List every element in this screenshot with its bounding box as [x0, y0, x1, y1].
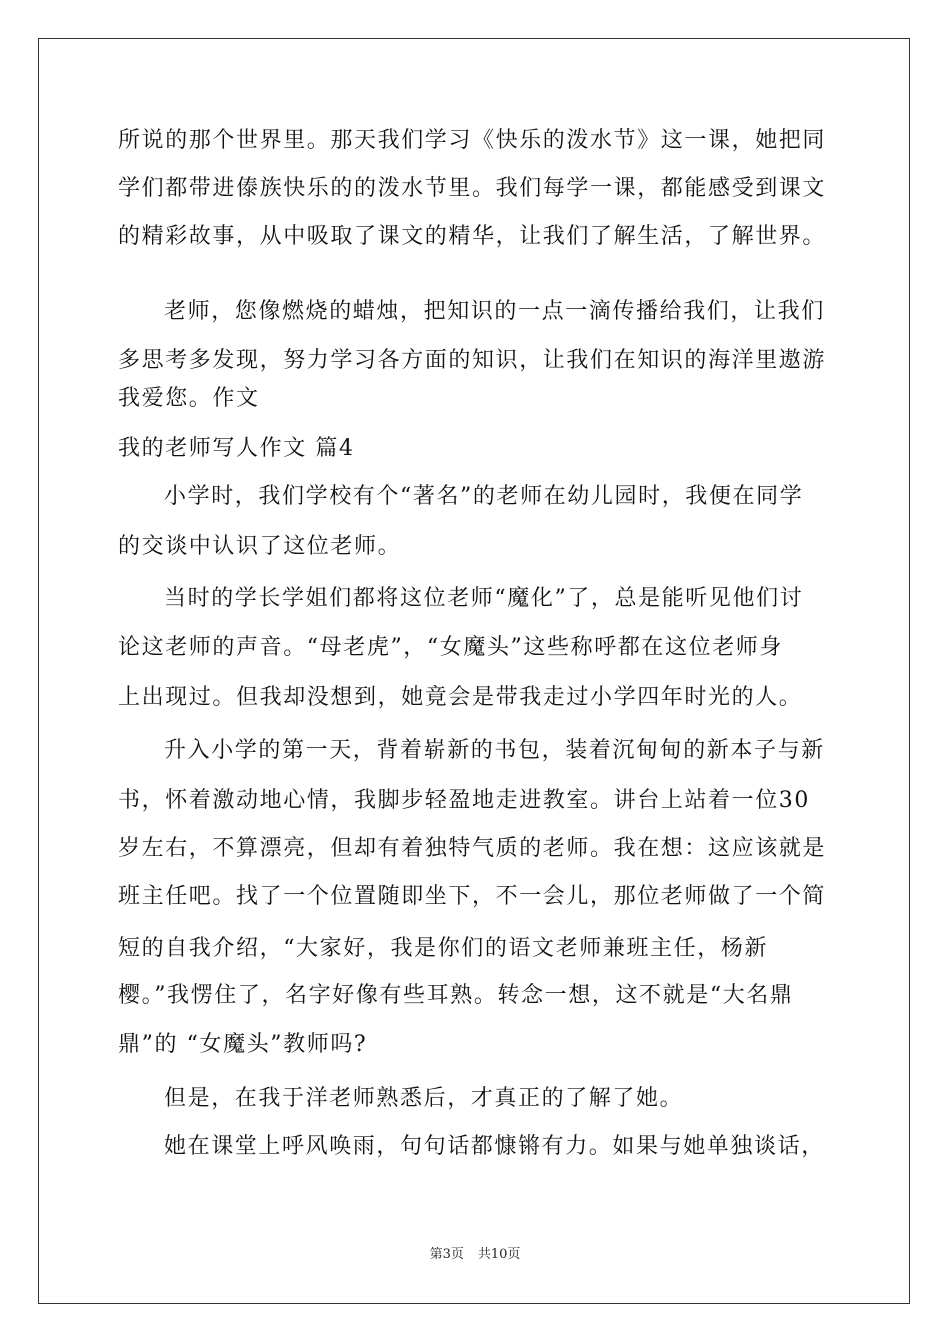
text-line: 我爱您。作文 — [118, 386, 260, 411]
text-line: 班主任吧。找了一个位置随即坐下，不一会儿，那位老师做了一个简 — [118, 884, 827, 909]
page-total: 共10页 — [477, 1247, 521, 1262]
text-line: 岁左右，不算漂亮，但却有着独特气质的老师。我在想：这应该就是 — [118, 836, 827, 861]
text-line: 但是，在我于洋老师熟悉后，才真正的了解了她。 — [164, 1086, 684, 1111]
page-number: 第3页 — [429, 1247, 464, 1262]
text-line: 的精彩故事，从中吸取了课文的精华，让我们了解生活，了解世界。 — [118, 224, 827, 249]
text-line: 升入小学的第一天，背着崭新的书包，装着沉甸甸的新本子与新 — [164, 738, 825, 763]
page-footer — [0, 1247, 950, 1263]
text-line: 的交谈中认识了这位老师。 — [118, 534, 402, 559]
text-line: 论这老师的声音。“母老虎”，“女魔头”这些称呼都在这位老师身 — [118, 635, 783, 660]
section-heading: 我的老师写人作文 篇4 — [118, 436, 355, 461]
text-line: 上出现过。但我却没想到，她竟会是带我走过小学四年时光的人。 — [118, 685, 803, 710]
text-line: 她在课堂上呼风唤雨，句句话都慷锵有力。如果与她单独谈话， — [164, 1134, 825, 1159]
text-line: 鼎”的 “女魔头”教师吗? — [118, 1032, 368, 1057]
text-line: 樱。”我愣住了，名字好像有些耳熟。转念一想，这不就是“大名鼎 — [118, 983, 794, 1008]
text-line: 当时的学长学姐们都将这位老师“魔化”了，总是能听见他们讨 — [164, 586, 804, 611]
text-line: 所说的那个世界里。那天我们学习《快乐的泼水节》这一课，她把同 — [118, 128, 827, 153]
text-line: 老师，您像燃烧的蜡烛，把知识的一点一滴传播给我们，让我们 — [164, 299, 825, 324]
text-line: 多思考多发现，努力学习各方面的知识，让我们在知识的海洋里遨游 — [118, 348, 827, 373]
text-line: 书，怀着激动地心情，我脚步轻盈地走进教室。讲台上站着一位30 — [118, 788, 810, 813]
text-line: 短的自我介绍，“大家好，我是你们的语文老师兼班主任，杨新 — [118, 936, 769, 961]
text-line: 小学时，我们学校有个“著名”的老师在幼儿园时，我便在同学 — [164, 484, 804, 509]
text-line: 学们都带进傣族快乐的的泼水节里。我们每学一课，都能感受到课文 — [118, 176, 827, 201]
